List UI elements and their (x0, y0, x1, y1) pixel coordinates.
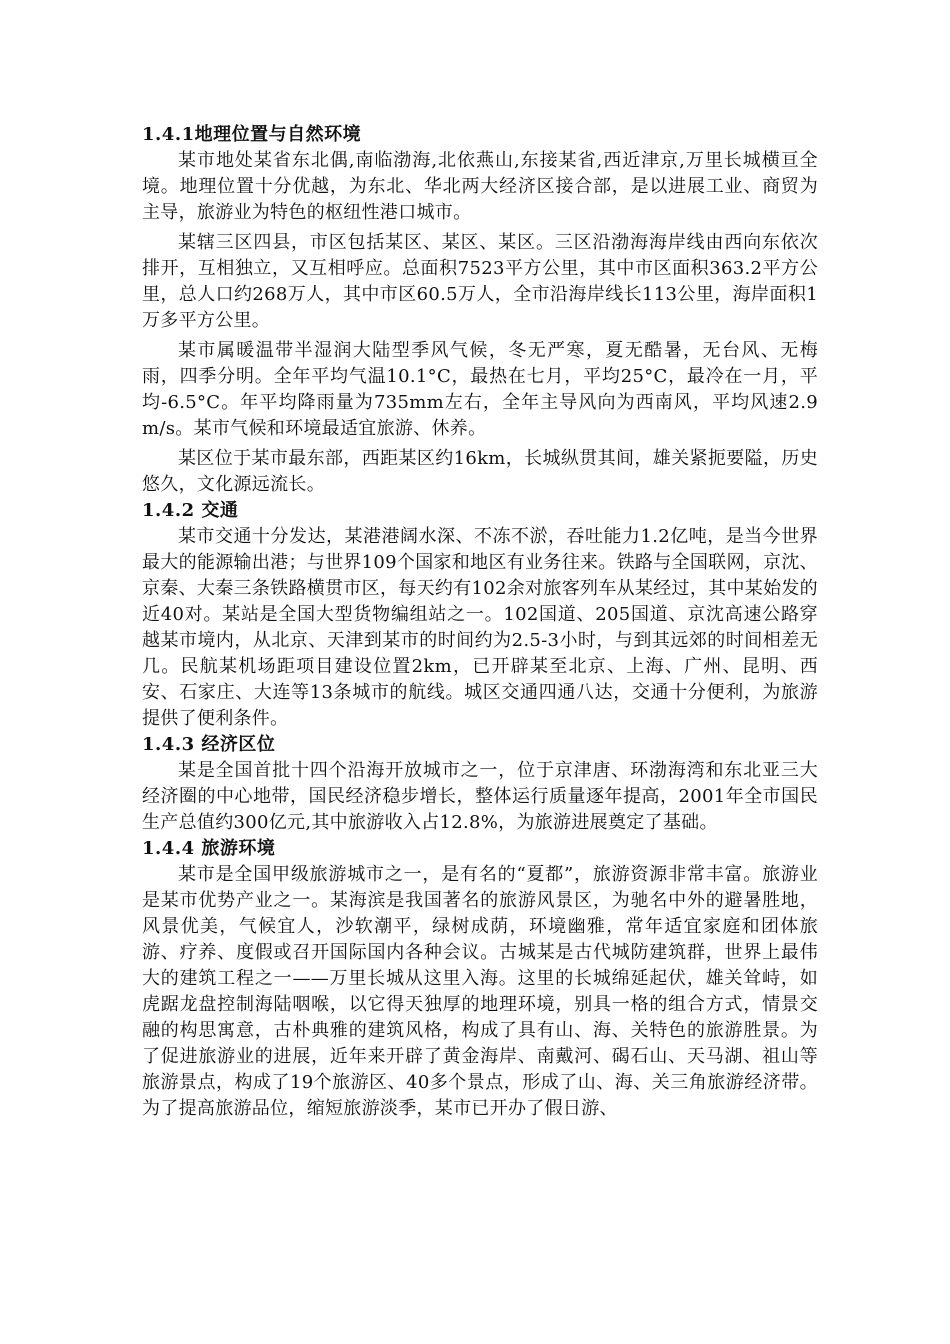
section-heading-geography: 1.4.1地理位置与自然环境 (142, 124, 362, 145)
section-heading-tourism: 1.4.4 旅游环境 (142, 838, 276, 859)
section-heading-economy: 1.4.3 经济区位 (142, 734, 276, 755)
document-page (142, 122, 818, 1122)
paragraph-transport: 某市交通十分发达，某港港阔水深、不冻不淤，吞吐能力1.2亿吨，是当今世界最大的能源输出港；与世界109个国家和地区有业务往来。铁路与全国联网，京沈、京秦、大秦三条铁路横贯市区，每天约有102余对旅客列车从某经过，其中某始发的近40对。某站是全国大型货物编组站之一。102国道、205国道、京沈高速公路穿越某市境内，从北京、天津到某市的时间约为2.5-3小时，与到其远郊的时间相差无几。民航某机场距项目建设位置2km，已开辟某至北京、上海、广州、昆明、西安、石家庄、大连等13条城市的航线。城区交通四通八达，交通十分便利，为旅游提供了便利条件。 (142, 526, 818, 729)
paragraph-tourism: 某市是全国甲级旅游城市之一，是有名的“夏都”，旅游资源非常丰富。旅游业是某市优势产业之一。某海滨是我国著名的旅游风景区，为驰名中外的避暑胜地，风景优美，气候宜人，沙软潮平，绿树成荫，环境幽雅，常年适宜家庭和团体旅游、疗养、度假或召开国际国内各种会议。古城某是古代城防建筑群，世界上最伟大的建筑工程之一——万里长城从这里入海。这里的长城绵延起伏，雄关耸峙，如虎踞龙盘控制海陆咽喉，以它得天独厚的地理环境，别具一格的组合方式，情景交融的构思寓意，古朴典雅的建筑风格，构成了具有山、海、关特色的旅游胜景。为了促进旅游业的进展，近年来开辟了黄金海岸、南戴河、碣石山、天马湖、祖山等旅游景点，构成了19个旅游区、40多个景点，形成了山、海、关三角旅游经济带。为了提高旅游品位，缩短旅游淡季，某市已开办了假日游、 (142, 864, 818, 1119)
paragraph-economy: 某是全国首批十四个沿海开放城市之一，位于京津唐、环渤海湾和东北亚三大经济圈的中心地带，国民经济稳步增长，整体运行质量逐年提高，2001年全市国民生产总值约300亿元,其中旅游收入占12.8%，为旅游进展奠定了基础。 (142, 760, 818, 833)
paragraph-district-history: 某区位于某市最东部，西距某区约16km，长城纵贯其间，雄关紧扼要隘，历史悠久，文化源远流长。 (142, 448, 818, 495)
section-heading-transport: 1.4.2 交通 (142, 500, 239, 521)
paragraph-location: 某市地处某省东北偶,南临渤海,北依燕山,东接某省,西近津京,万里长城横亘全境。地理位置十分优越，为东北、华北两大经济区接合部，是以进展工业、商贸为主导，旅游业为特色的枢纽性港口城市。 (142, 150, 818, 223)
paragraph-climate: 某市属暖温带半湿润大陆型季风气候，冬无严寒，夏无酷暑，无台风、无梅雨，四季分明。全年平均气温10.1°C，最热在七月，平均25°C，最冷在一月，平均-6.5°C。年平均降雨量为735mm左右，全年主导风向为西南风，平均风速2.9 m/s。某市气候和环境最适宜旅游、休养。 (142, 340, 818, 439)
paragraph-districts: 某辖三区四县，市区包括某区、某区、某区。三区沿渤海海岸线由西向东依次排开，互相独立，又互相呼应。总面积7523平方公里，其中市区面积363.2平方公里，总人口约268万人，其中市区60.5万人，全市沿海岸线长113公里，海岸面积1万多平方公里。 (142, 232, 818, 331)
